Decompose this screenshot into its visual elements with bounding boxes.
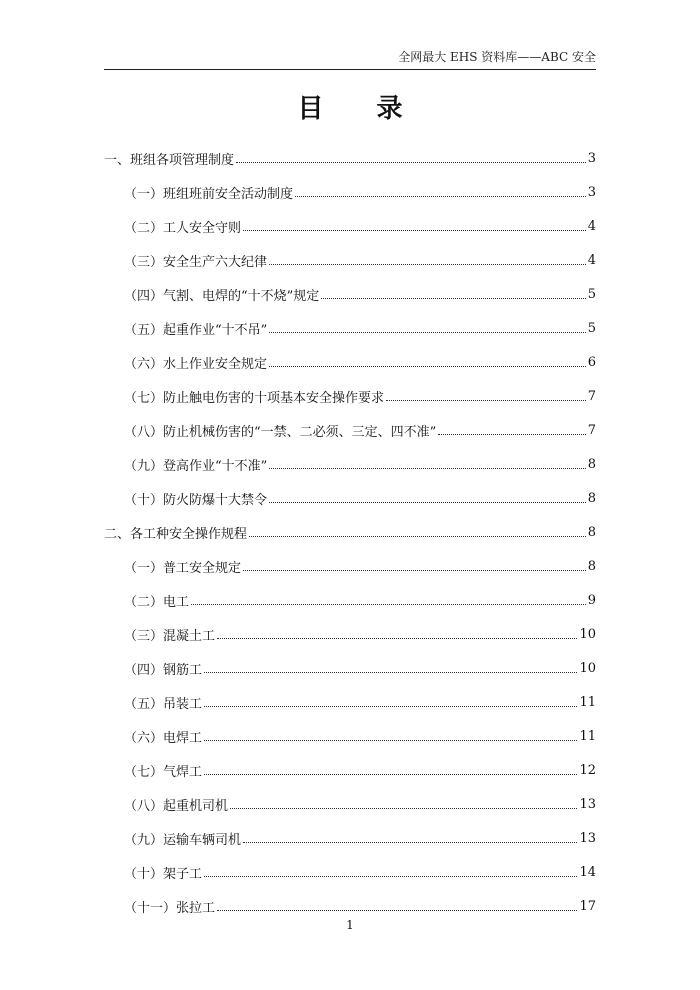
- toc-label: （六）水上作业安全规定: [124, 356, 268, 372]
- toc-row[interactable]: [104, 685, 596, 719]
- toc-label: （九）登高作业“十不准”: [124, 458, 268, 474]
- toc-row[interactable]: [104, 175, 596, 209]
- toc-page: 8: [587, 558, 596, 574]
- toc-leader: [191, 603, 586, 605]
- toc-leader: [321, 297, 585, 299]
- toc-row[interactable]: [104, 379, 596, 413]
- toc-leader: [243, 569, 586, 571]
- toc-row[interactable]: [104, 277, 596, 311]
- toc-page: 10: [579, 660, 596, 676]
- toc-page: 4: [587, 252, 596, 268]
- toc-leader: [269, 365, 586, 367]
- toc-label: （十）架子工: [124, 866, 203, 882]
- toc-page: 4: [587, 218, 596, 234]
- toc-label: （十一）张拉工: [124, 900, 216, 916]
- toc-row[interactable]: [104, 515, 596, 549]
- toc-page: 3: [587, 184, 596, 200]
- toc-leader: [269, 467, 585, 469]
- table-of-contents: [104, 141, 596, 923]
- toc-label: （九）运输车辆司机: [124, 832, 242, 848]
- toc-leader: [386, 399, 586, 401]
- toc-row[interactable]: [104, 787, 596, 821]
- toc-page: 7: [587, 422, 596, 438]
- toc-page: 5: [587, 286, 596, 302]
- toc-page: 13: [579, 796, 596, 812]
- toc-page: 6: [587, 354, 596, 370]
- toc-row[interactable]: [104, 651, 596, 685]
- toc-row[interactable]: [104, 345, 596, 379]
- toc-row[interactable]: [104, 821, 596, 855]
- toc-leader: [204, 773, 577, 775]
- toc-leader: [269, 331, 585, 333]
- toc-row[interactable]: [104, 719, 596, 753]
- toc-label: （八）防止机械伤害的“一禁、二必须、三定、四不准”: [124, 424, 437, 440]
- toc-page: 3: [587, 150, 596, 166]
- toc-row[interactable]: [104, 549, 596, 583]
- toc-page: 13: [579, 830, 596, 846]
- toc-row[interactable]: [104, 243, 596, 277]
- toc-leader: [217, 637, 577, 639]
- toc-row[interactable]: [104, 447, 596, 481]
- toc-label: （五）吊装工: [124, 696, 203, 712]
- toc-label: （十）防火防爆十大禁令: [124, 492, 268, 508]
- page-footer: [0, 918, 700, 932]
- page-title: 目 录: [297, 94, 425, 124]
- toc-page: 11: [579, 728, 596, 744]
- toc-page: 5: [587, 320, 596, 336]
- toc-row[interactable]: [104, 583, 596, 617]
- toc-label: （三）混凝土工: [124, 628, 216, 644]
- toc-label: （五）起重作业“十不吊”: [124, 322, 268, 338]
- page-header: [104, 48, 596, 70]
- toc-page: 8: [587, 490, 596, 506]
- page-number: 1: [346, 918, 354, 932]
- toc-page: 17: [579, 898, 596, 914]
- toc-leader: [217, 909, 577, 911]
- toc-page: 11: [579, 694, 596, 710]
- header-text: 全网最大 EHS 资料库——ABC 安全: [398, 50, 596, 64]
- toc-leader: [295, 195, 586, 197]
- toc-label: （四）气割、电焊的“十不烧”规定: [124, 288, 320, 304]
- toc-leader: [269, 263, 586, 265]
- toc-page: 8: [587, 524, 596, 540]
- toc-leader: [269, 501, 586, 503]
- toc-page: 7: [587, 388, 596, 404]
- toc-label: 二、各工种安全操作规程: [104, 526, 248, 542]
- toc-label: （二）电工: [124, 594, 190, 610]
- toc-label: （三）安全生产六大纪律: [124, 254, 268, 270]
- toc-label: （一）班组班前安全活动制度: [124, 186, 294, 202]
- toc-leader: [204, 671, 577, 673]
- toc-row[interactable]: [104, 311, 596, 345]
- toc-page: 9: [587, 592, 596, 608]
- toc-leader: [204, 875, 577, 877]
- toc-label: （七）防止触电伤害的十项基本安全操作要求: [124, 390, 385, 406]
- toc-row[interactable]: [104, 413, 596, 447]
- toc-leader: [243, 841, 577, 843]
- toc-label: （四）钢筋工: [124, 662, 203, 678]
- toc-leader: [204, 739, 577, 741]
- toc-row[interactable]: [104, 481, 596, 515]
- toc-row[interactable]: [104, 141, 596, 175]
- toc-leader: [243, 229, 586, 231]
- toc-label: （一）普工安全规定: [124, 560, 242, 576]
- toc-page: 10: [579, 626, 596, 642]
- toc-leader: [438, 433, 585, 435]
- toc-leader: [204, 705, 577, 707]
- toc-label: （八）起重机司机: [124, 798, 229, 814]
- toc-label: （七）气焊工: [124, 764, 203, 780]
- toc-label: （二）工人安全守则: [124, 220, 242, 236]
- toc-page: 8: [587, 456, 596, 472]
- toc-page: 14: [579, 864, 596, 880]
- toc-leader: [230, 807, 577, 809]
- toc-label: 一、班组各项管理制度: [104, 152, 235, 168]
- toc-row[interactable]: [104, 617, 596, 651]
- toc-row[interactable]: [104, 753, 596, 787]
- toc-leader: [236, 161, 586, 163]
- toc-page: 12: [579, 762, 596, 778]
- toc-leader: [249, 535, 586, 537]
- toc-row[interactable]: [104, 209, 596, 243]
- toc-label: （六）电焊工: [124, 730, 203, 746]
- toc-row[interactable]: [104, 855, 596, 889]
